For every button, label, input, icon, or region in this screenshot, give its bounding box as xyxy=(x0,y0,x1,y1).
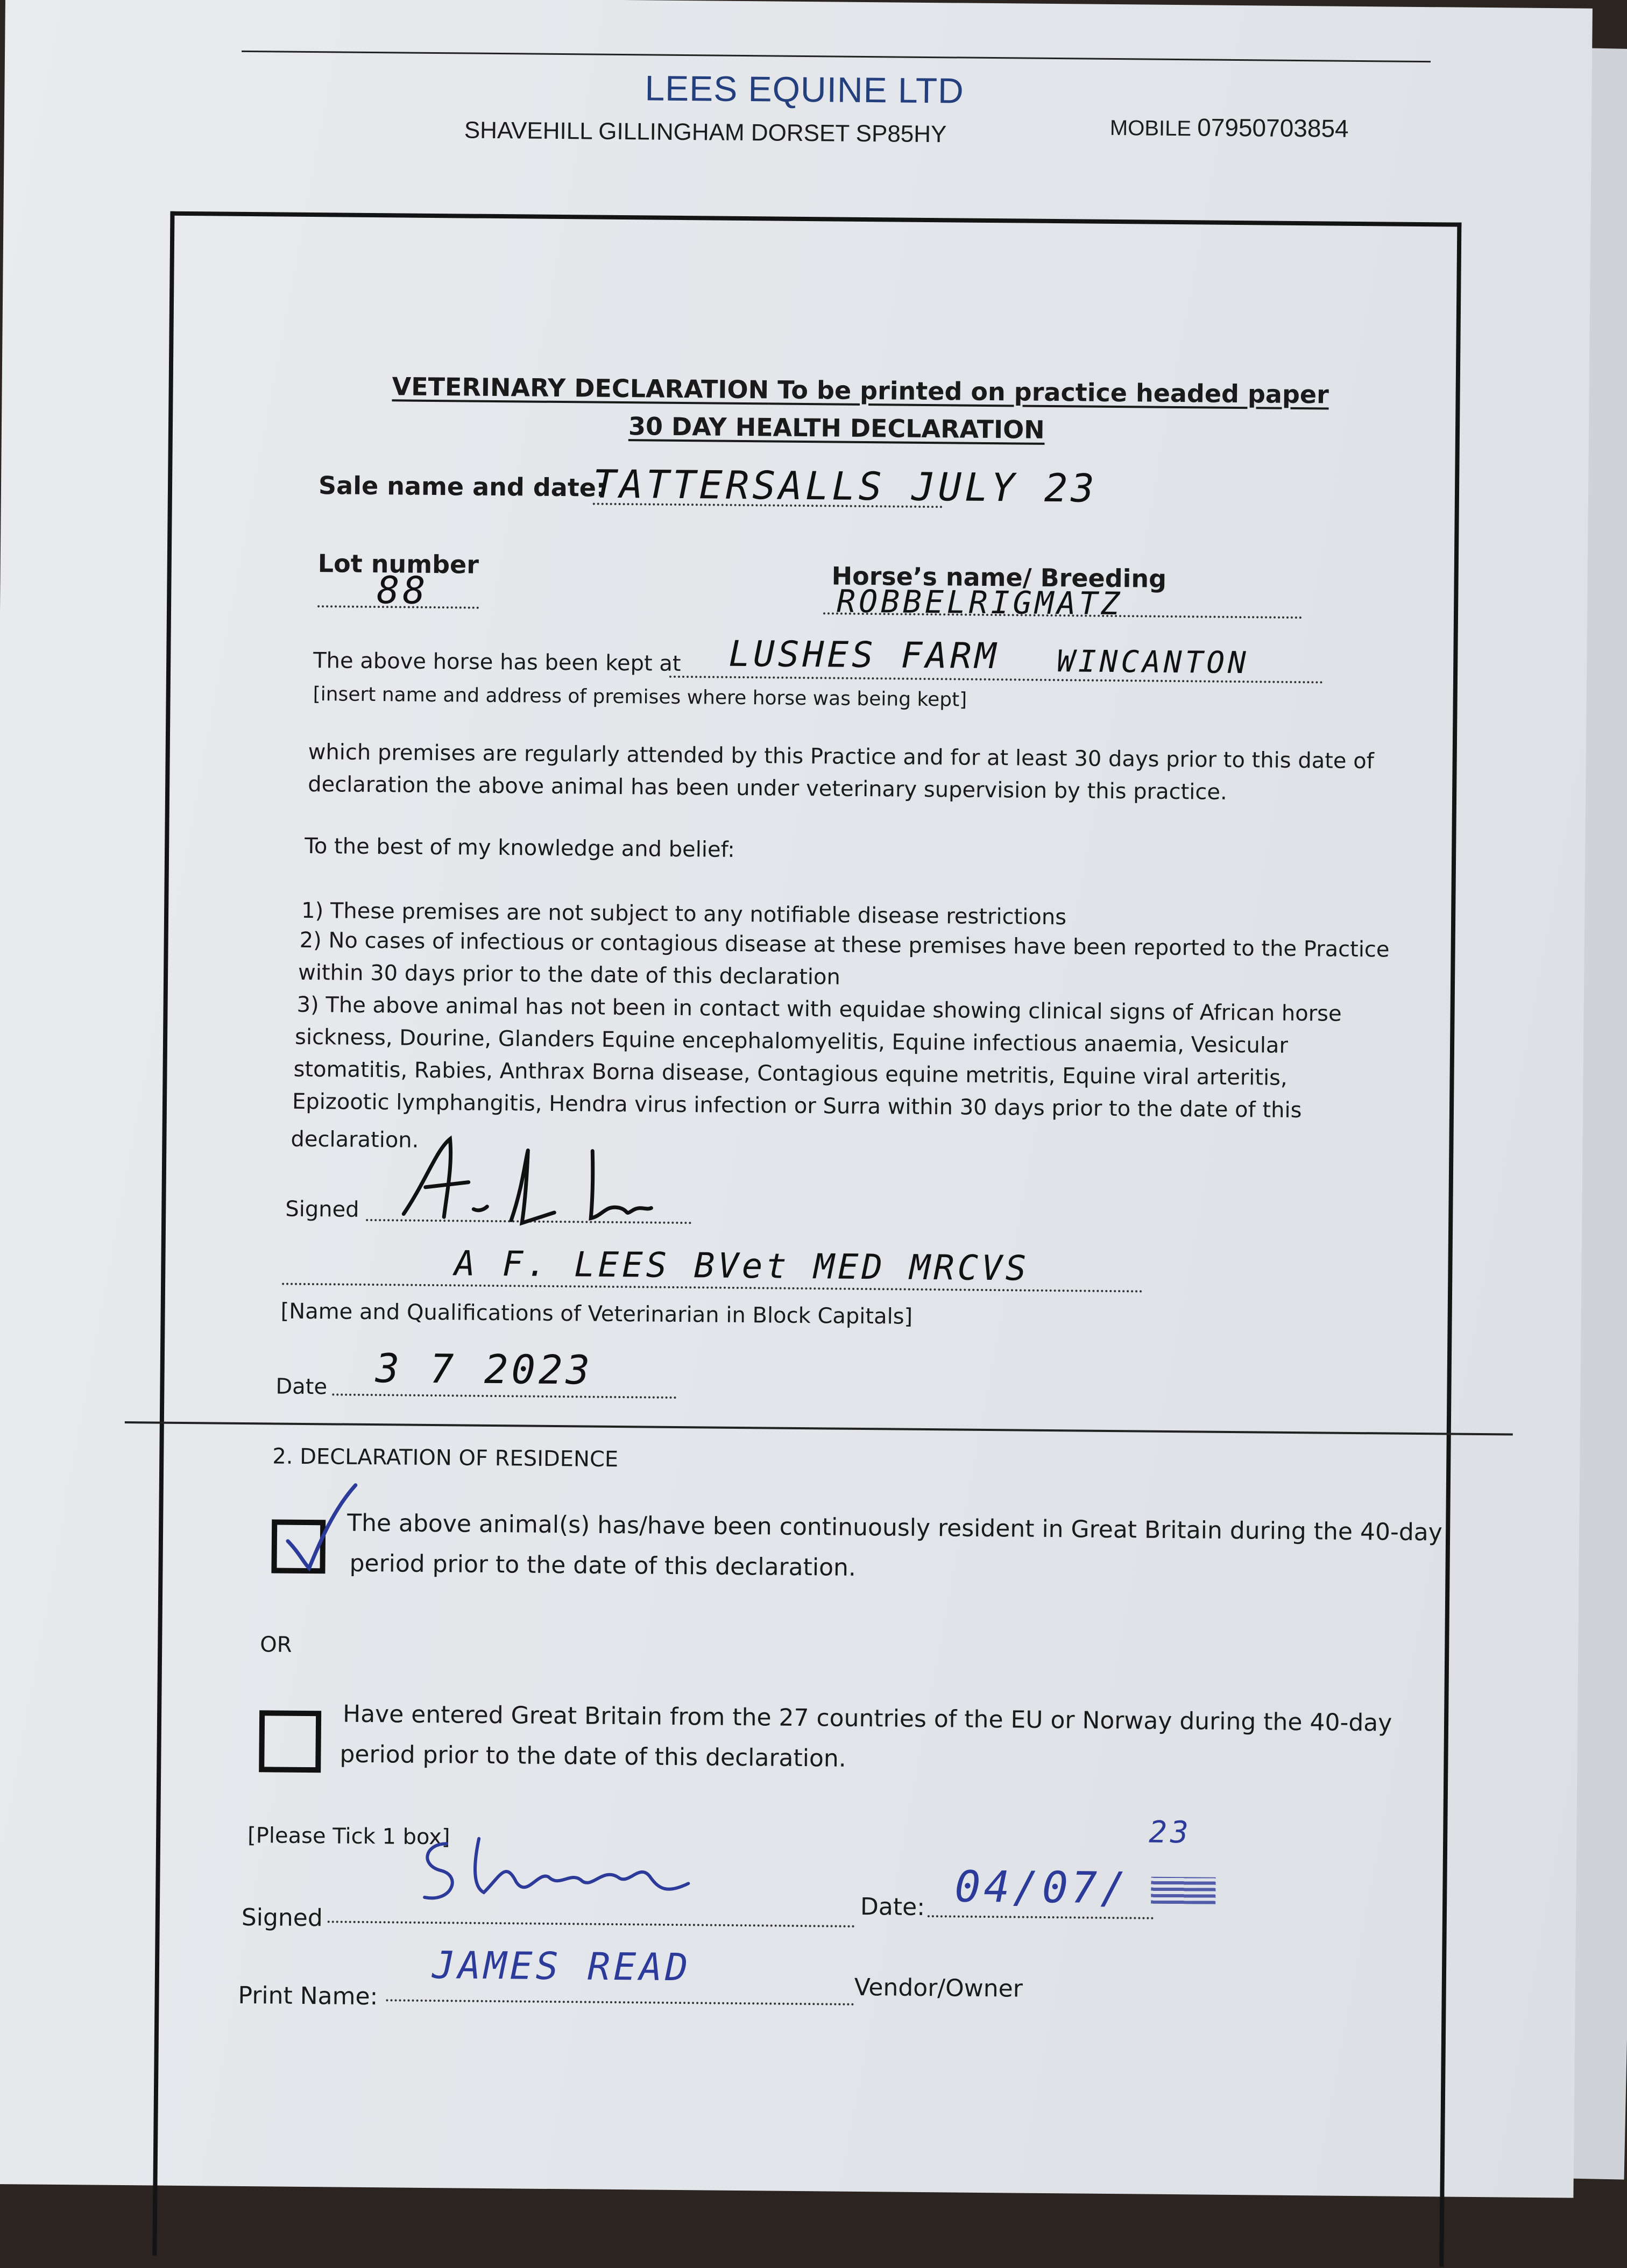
tick-hint: [Please Tick 1 box] xyxy=(247,1823,450,1850)
declaration-frame xyxy=(152,211,1461,2267)
item-1: 1) These premises are not subject to any notifiable disease restrictions xyxy=(301,898,1067,930)
vet-name-hint: [Name and Qualifications of Veterinarian in Block Capitals] xyxy=(280,1299,913,1329)
option2-line2: period prior to the date of this declaration. xyxy=(339,1740,846,1773)
vet-date-label: Date xyxy=(275,1374,328,1400)
owner-signature xyxy=(414,1827,705,1916)
item-3-line2: sickness, Dourine, Glanders Equine encephalomyelitis, Equine infectious anaemia, Vesicular xyxy=(294,1024,1289,1058)
company-name: LEES EQUINE LTD xyxy=(645,68,965,111)
item-2-line2: within 30 days prior to the date of this declaration xyxy=(298,960,841,990)
owner-date-year: 23 xyxy=(1148,1815,1192,1851)
owner-date-strikeout xyxy=(1151,1877,1215,1904)
vet-name-value: A F. LEES BVet MED MRCVS xyxy=(454,1244,1030,1289)
item-3-line4: Epizootic lymphangitis, Hendra virus infection or Surra within 30 days prior to the date of this xyxy=(292,1089,1302,1123)
title-rest: To be printed on practice headed paper xyxy=(768,375,1329,409)
header-top-rule xyxy=(242,51,1431,62)
belief-text: To the best of my knowledge and belief: xyxy=(305,833,735,862)
company-address: SHAVEHILL GILLINGHAM DORSET SP85HY xyxy=(464,117,947,148)
vendor-label: Vendor/Owner xyxy=(854,1973,1023,2003)
sale-value: TATTERSALLS JULY 23 xyxy=(592,461,1098,511)
para1-line2: declaration the above animal has been under veterinary supervision by this practice. xyxy=(308,771,1227,805)
para1-line1: which premises are regularly attended by this Practice and for at least 30 days prior to this date of xyxy=(308,739,1374,774)
option1-line2: period prior to the date of this declaration. xyxy=(349,1549,857,1582)
mobile-number: 07950703854 xyxy=(1197,113,1349,143)
item-3-line5: declaration. xyxy=(291,1126,419,1153)
horse-value: ROBBELRIGMATZ xyxy=(836,583,1123,622)
owner-date-value: 04/07/ xyxy=(954,1861,1130,1913)
mobile-label: MOBILE xyxy=(1109,116,1192,141)
company-mobile xyxy=(1110,112,1349,143)
option2-checkbox[interactable] xyxy=(259,1710,321,1773)
item-3-line1: 3) The above animal has not been in contact with equidae showing clinical signs of African horse xyxy=(296,992,1342,1026)
vet-signed-label: Signed xyxy=(285,1196,359,1222)
print-name-value: JAMES READ xyxy=(431,1943,691,1990)
print-name-label: Print Name: xyxy=(238,1981,378,2011)
declaration-subtitle: 30 DAY HEALTH DECLARATION xyxy=(628,412,1045,444)
title-bold: VETERINARY DECLARATION xyxy=(392,372,769,405)
lot-value: 88 xyxy=(377,568,429,613)
vet-date-value: 3 7 2023 xyxy=(375,1345,593,1394)
owner-date-label: Date: xyxy=(860,1893,925,1922)
owner-signed-label: Signed xyxy=(241,1903,323,1932)
horse-label: Horse’s name/ Breeding xyxy=(831,561,1167,593)
vet-signature xyxy=(393,1128,674,1227)
kept-value-town: WINCANTON xyxy=(1056,644,1249,681)
or-label: OR xyxy=(260,1632,292,1657)
lot-label: Lot number xyxy=(317,549,479,579)
option2-line1: Have entered Great Britain from the 27 countries of the EU or Norway during the 40-day xyxy=(342,1700,1392,1737)
item-2-line1: 2) No cases of infectious or contagious disease at these premises have been reported to the Practice xyxy=(299,927,1390,962)
option1-line1: The above animal(s) has/have been continuously resident in Great Britain during the 40-day xyxy=(347,1509,1442,1547)
item-3-line3: stomatitis, Rabies, Anthrax Borna disease, Contagious equine metritis, Equine viral arteritis, xyxy=(293,1057,1288,1090)
kept-value-farm: LUSHES FARM xyxy=(728,633,1000,677)
sale-label: Sale name and date: xyxy=(318,471,606,502)
kept-label: The above horse has been kept at xyxy=(313,648,681,677)
residence-heading: 2. DECLARATION OF RESIDENCE xyxy=(272,1444,619,1472)
kept-hint: [insert name and address of premises where horse was being kept] xyxy=(313,683,967,711)
